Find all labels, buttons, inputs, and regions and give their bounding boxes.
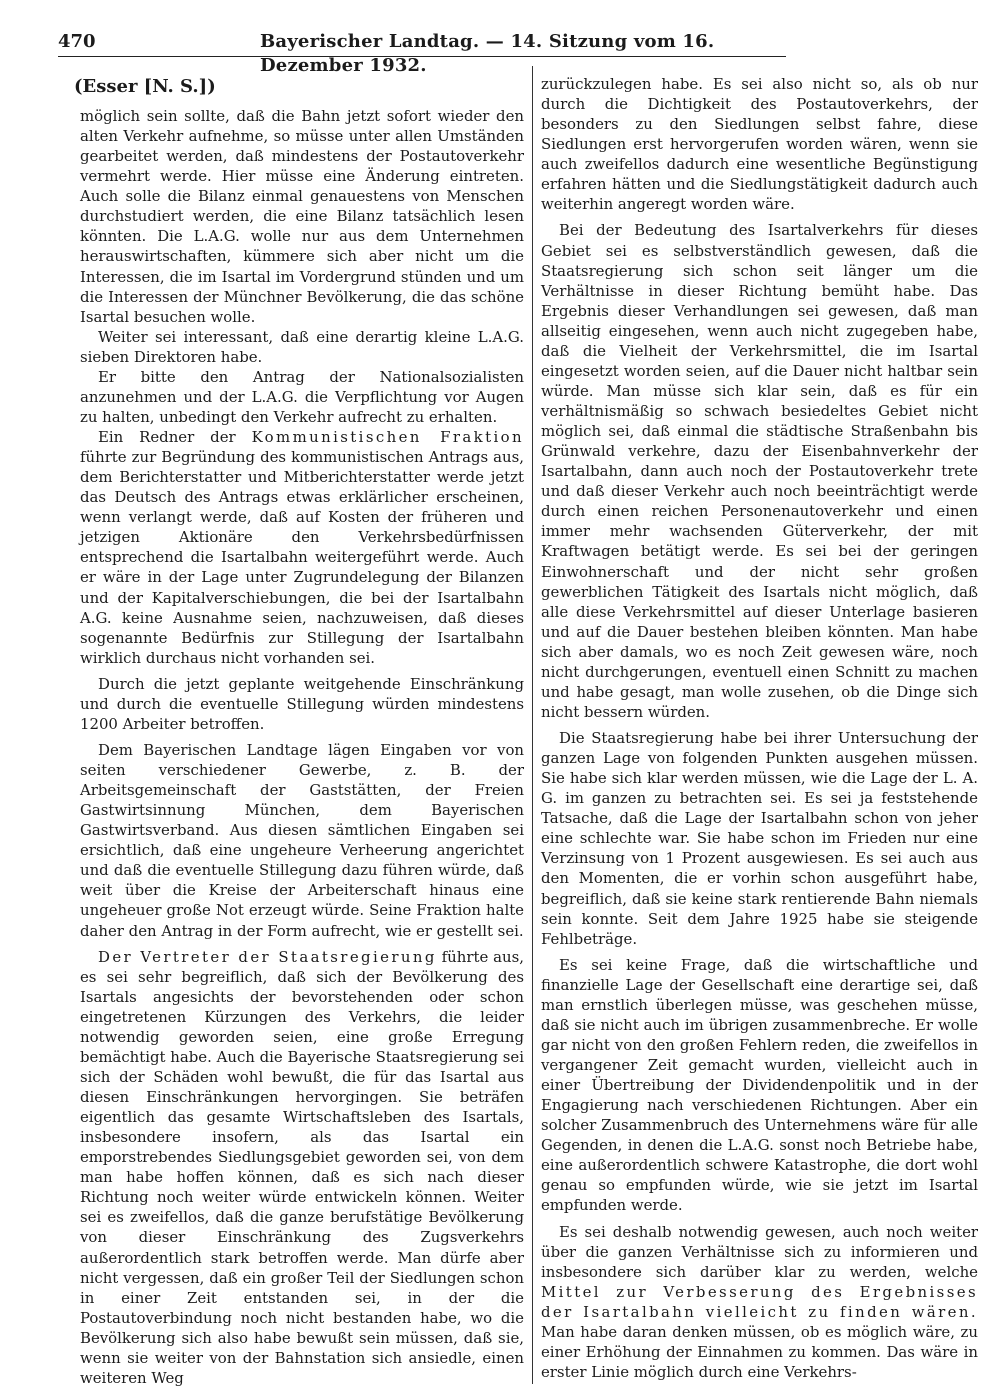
paragraph-text: Man habe daran denken müssen, ob es möglich wäre, zu einer Erhöhung der Einnahmen zu kommen. Das wäre in erster Linie möglich durch eine Verkehrs- — [541, 1322, 978, 1381]
running-title: Bayerischer Landtag. — 14. Sitzung vom 16. Dezember 1932. — [260, 31, 715, 76]
paragraph-lead: Ein Redner der — [98, 428, 252, 446]
page-header — [58, 30, 786, 76]
spaced-emphasis: Kommunistischen Fraktion — [251, 428, 524, 446]
paragraph: Bei der Bedeutung des Isartalverkehrs für dieses Gebiet sei es selbstverständlich gewesen, daß die Staatsregierung sich schon seit länger um die Verhältnisse in dieser Richtung bemüht habe. Das Ergebnis dieser Verhandlungen sei gewesen, daß man allseitig eingesehen, wenn auch nicht zugegeben habe, daß die Vielheit der Verkehrsmittel, die im Isartal eingesetzt worden seien, auf die Dauer nicht haltbar sein würde. Man müsse sich klar sein, daß es für ein verhältnismäßig so schwach besiedeltes Gebiet nicht möglich sei, daß einmal die städtische Straßenbahn bis Grünwald verkehre, dazu der Eisenbahnverkehr der Isartalbahn, dann auch noch der Postautoverkehr trete und daß dieser Verkehr auch noch beeinträchtigt werde durch einen reichen Personenautoverkehr und einen immer mehr wachsenden Güterverkehr, der mit Kraftwagen betätigt werde. Es sei bei der geringen Einwohnerschaft und der nicht sehr großen gewerblichen Tätigkeit des Isartals nicht möglich, daß alle diese Verkehrsmittel auf dieser Unterlage basieren und auf die Dauer bestehen bleiben könnten. Man habe sich aber damals, wo es noch Zeit gewesen wäre, noch nicht durchgerungen, eventuell einen Schnitt zu machen und habe gesagt, man wolle zusehen, ob die Dinge sich nicht bessern würden. — [541, 221, 978, 721]
paragraph: zurückzulegen habe. Es sei also nicht so, als ob nur durch die Dichtigkeit des Postautoverkehrs, der besonders zu den Siedlungen selbst fahre, diese Siedlungen erst hervorgerufen worden wären, wenn sie auch zweifellos dadurch eine wesentliche Begünstigung erfahren hätten und die Siedlungstätigkeit dadurch auch weiterhin angeregt worden wäre. — [541, 75, 978, 214]
paragraph-lead: Es sei deshalb notwendig gewesen, auch noch weiter über die ganzen Verhältnisse sich zu informieren und insbesondere sich darüber klar zu werden, welche — [541, 1222, 978, 1281]
column-divider — [532, 66, 533, 1384]
left-column — [74, 74, 525, 1388]
paragraph: Durch die jetzt geplante weitgehende Einschränkung und durch die eventuelle Stillegung würden mindestens 1200 Arbeiter betroffen. — [80, 674, 524, 733]
page-number: 470 — [58, 31, 96, 52]
paragraph: Er bitte den Antrag der Nationalsozialisten anzunehmen und der L.A.G. die Verpflichtung vor Augen zu halten, unbedingt den Verkehr aufrecht zu erhalten. — [80, 367, 524, 426]
paragraph-text: führte zur Begründung des kommunistischen Antrags aus, dem Berichterstatter und Mitberichterstatter werde jetzt das Deutsch des Antrags etwas erklärlicher erscheinen, wenn verlangt werde, daß auf Kosten der früheren und jetzigen Aktionäre den Verkehrsbedürfnissen entsprechend die Isartalbahn weitergeführt werde. Auch er wäre in der Lage unter Zugrundelegung der Bilanzen und der Kapitalverschiebungen, die bei der Isartalbahn A.G. keine Ausnahme seien, nachzuweisen, daß dieses sogenannte Bedürfnis zur Stillegung der Isartalbahn wirklich durchaus nicht vorhanden sei. — [80, 448, 524, 667]
paragraph-text: führte aus, es sei sehr begreiflich, daß sich der Bevölkerung des Isartals angesichts der bevorstehenden oder schon eingetretenen Kürzungen des Verkehrs, die leider notwendig geworden seien, eine große Erregung bemächtigt habe. Auch die Bayerische Staatsregierung sei sich der Schäden wohl bewußt, die für das Isartal aus diesen Einschränkungen hervorgingen. Sie beträfen eigentlich das gesamte Wirtschaftsleben des Isartals, insbesondere insofern, als das Isartal ein emporstrebendes Siedlungsgebiet geworden sei, von dem man habe hoffen können, daß es sich nach dieser Richtung noch weiter würde entwickeln können. Weiter sei es zweifellos, daß die ganze berufstätige Bevölkerung von dieser Einschränkung des Zugsverkehrs außerordentlich stark betroffen werde. Man dürfe aber nicht vergessen, daß ein großer Teil der Siedlungen schon in einer Zeit entstanden sei, in der die Postautoverbindung noch nicht bestanden habe, wo die Bevölkerung sich also habe bewußt sein müssen, daß sie, wenn sie weiter von der Bahnstation sich ansiedle, einen weiteren Weg — [80, 947, 525, 1387]
spaced-emphasis: Der Vertreter der Staatsregierung — [98, 947, 437, 966]
right-column — [541, 74, 978, 1382]
paragraph: Die Staatsregierung habe bei ihrer Untersuchung der ganzen Lage von folgenden Punkten ausgehen müssen. Sie habe sich klar werden müssen, wie die Lage der L. A. G. im ganzen zu betrachten sei. Es sei ja feststehende Tatsache, daß die Lage der Isartalbahn schon von jeher eine schlechte war. Sie habe schon im Frieden nur eine Verzinsung von 1 Prozent ausgewiesen. Es sei auch aus den Momenten, die er vorhin schon ausgeführt habe, begreiflich, daß sie keine stark rentierende Bahn niemals sein konnte. Seit dem Jahre 1925 habe sie steigende Fehlbeträge. — [541, 729, 978, 948]
spaced-emphasis: Mittel zur Verbesserung des Ergebnisses der Isartalbahn vielleicht zu finden wären. — [541, 1282, 978, 1321]
paragraph — [80, 947, 524, 1388]
paragraph — [80, 427, 524, 668]
speaker-label: (Esser [N. S.]) — [74, 76, 216, 97]
paragraph: Weiter sei interessant, daß eine derartig kleine L.A.G. sieben Direktoren habe. — [80, 327, 524, 366]
paragraph: Es sei keine Frage, daß die wirtschaftliche und finanzielle Lage der Gesellschaft eine derartige sei, daß man ernstlich überlegen müsse, was geschehen müsse, daß sie nicht auch im übrigen zusammenbreche. Er wolle gar nicht von den großen Fehlern reden, die zweifellos in vergangener Zeit gemacht wurden, vielleicht auch in einer Übertreibung der Dividendenpolitik und in der Engagierung nach verschiedenen Richtungen. Aber ein solcher Zusammenbruch des Unternehmens wäre für alle Gegenden, in denen die L.A.G. sonst noch Betriebe habe, eine außerordentlich schwere Katastrophe, die dort wohl genau so empfunden würde, wie sie jetzt im Isartal empfunden werde. — [541, 955, 978, 1215]
paragraph — [541, 1222, 978, 1383]
paragraph: Dem Bayerischen Landtage lägen Eingaben vor von seiten verschiedener Gewerbe, z. B. der Arbeitsgemeinschaft der Gaststätten, der Freien Gastwirtsinnung München, dem Bayerischen Gastwirtsverband. Aus diesen sämtlichen Eingaben sei ersichtlich, daß eine ungeheure Verheerung angerichtet und daß die eventuelle Stillegung dazu führen würde, daß weit über die Kreise der Arbeiterschaft hinaus eine ungeheuer große Not erzeugt würde. Seine Fraktion halte daher den Antrag in der Form aufrecht, wie er gestellt sei. — [80, 740, 524, 940]
paragraph: möglich sein sollte, daß die Bahn jetzt sofort wieder den alten Verkehr aufnehme, so müsse unter allen Umständen gearbeitet werden, daß mindestens der Postautoverkehr vermehrt werde. Hier müsse eine Änderung eintreten. Auch solle die Bilanz einmal genauestens von Menschen durchstudiert werden, die eine Bilanz tatsächlich lesen könnten. Die L.A.G. wolle nur aus dem Unternehmen herauswirtschaften, kümmere sich aber nicht um die Interessen, die im Isartal im Vordergrund stünden und um die Interessen der Münchner Bevölkerung, die das schöne Isartal besuchen wolle. — [80, 107, 524, 326]
